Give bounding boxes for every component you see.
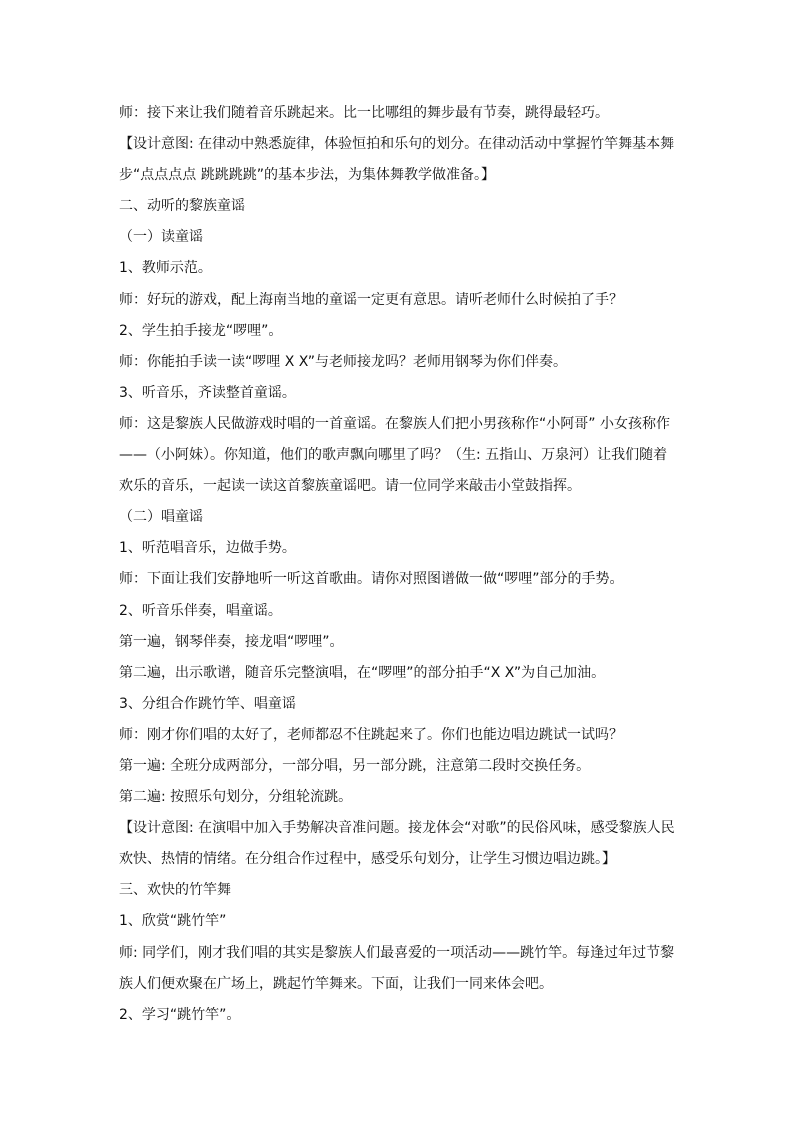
step-heading: 2、学习“跳竹竿”。 [119, 1006, 241, 1023]
section-heading: 三、欢快的竹竿舞 [119, 882, 231, 899]
text-line: 师：这是黎族人民做游戏时唱的一首童谣。在黎族人们把小男孩称作“小阿哥” 小女孩称作 [119, 415, 670, 432]
text-line: 第二遍，出示歌谱，随音乐完整演唱，在“啰哩”的部分拍手“X X”为自己加油。 [119, 664, 606, 681]
text-line: 族人们便欢聚在广场上，跳起竹竿舞来。下面，让我们一同来体会吧。 [119, 975, 553, 992]
text-line: 师：好玩的游戏，配上海南当地的童谣一定更有意思。请听老师什么时候拍了手？ [119, 291, 623, 308]
section-heading: 二、动听的黎族童谣 [119, 198, 245, 215]
design-intent-line: 【设计意图: 在演唱中加入手势解决音准问题。接龙体会“对歌”的民俗风味，感受黎族人民 [119, 820, 675, 837]
text-line: 师：接下来让我们随着音乐跳起来。比一比哪组的舞步最有节奏，跳得最轻巧。 [119, 105, 609, 121]
step-heading: 2、学生拍手接龙“啰哩”。 [119, 322, 283, 339]
step-heading: 1、教师示范。 [119, 260, 212, 277]
design-intent-line: 【设计意图: 在律动中熟悉旋律，体验恒拍和乐句的划分。在律动活动中掌握竹竿舞基本舞 [119, 136, 675, 153]
text-line: 欢乐的音乐，一起读一读这首黎族童谣吧。请一位同学来敲击小堂鼓指挥。 [119, 478, 581, 495]
text-line: 师：你能拍手读一读“啰哩 X X”与老师接龙吗？老师用钢琴为你们伴奏。 [119, 353, 568, 370]
design-intent-line: 欢快、热情的情绪。在分组合作过程中，感受乐句划分，让学生习惯边唱边跳。】 [119, 851, 616, 868]
step-heading: 2、听音乐伴奏，唱童谣。 [119, 602, 282, 619]
text-line: 第一遍: 全班分成两部分，一部分唱，另一部分跳，注意第二段时交换任务。 [119, 757, 591, 774]
text-line: 师：刚才你们唱的太好了，老师都忍不住跳起来了。你们也能边唱边跳试一试吗？ [119, 726, 623, 743]
design-intent-line: 步“点点点点 跳跳跳跳”的基本步法，为集体舞教学做准备。】 [119, 167, 495, 184]
step-heading: 3、分组合作跳竹竿、唱童谣 [119, 695, 296, 712]
step-heading: 1、听范唱音乐，边做手势。 [119, 540, 296, 557]
text-line: ——（小阿妹）。你知道，他们的歌声飘向哪里了吗？（生: 五指山、万泉河）让我们随着 [119, 447, 668, 464]
subsection-heading: （二）唱童谣 [119, 509, 203, 526]
text-line: 第二遍: 按照乐句划分，分组轮流跳。 [119, 789, 353, 806]
step-heading: 3、听音乐，齐读整首童谣。 [119, 384, 296, 401]
text-line: 第一遍，钢琴伴奏，接龙唱“啰哩”。 [119, 633, 344, 650]
text-line: 师: 同学们，刚才我们唱的其实是黎族人们最喜爱的一项活动——跳竹竿。每逢过年过节黎 [119, 944, 675, 961]
text-line: 师：下面让我们安静地听一听这首歌曲。请你对照图谱做一做“啰哩”部分的手势。 [119, 571, 624, 588]
subsection-heading: （一）读童谣 [119, 229, 203, 246]
document-body [119, 98, 679, 1031]
step-heading: 1、欣赏“跳竹竿” [119, 913, 227, 930]
